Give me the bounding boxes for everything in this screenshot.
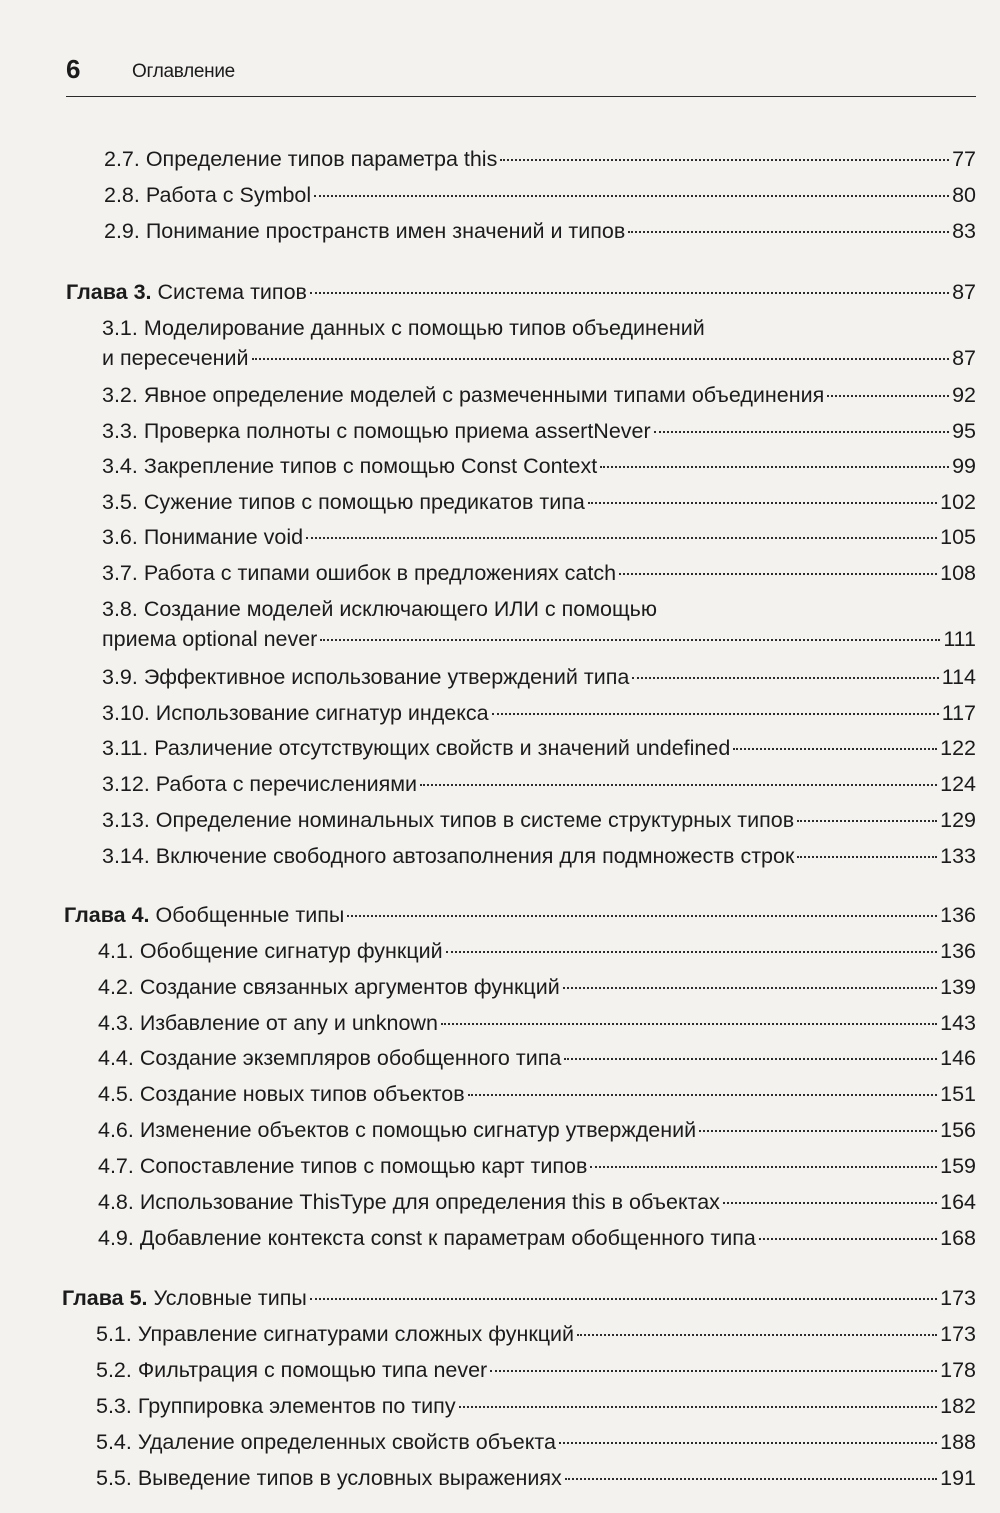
toc-entry-title: 2.8. Работа с Symbol bbox=[104, 183, 312, 207]
chapter-title: Система типов bbox=[157, 280, 307, 304]
toc-entry-title: 3.4. Закрепление типов с помощью Const Context bbox=[102, 454, 598, 478]
toc-entry-page: 114 bbox=[941, 665, 976, 689]
toc-entry-title: 2.7. Определение типов параметра this bbox=[104, 147, 498, 171]
leader-dots bbox=[310, 291, 949, 294]
running-title: Оглавление bbox=[132, 61, 235, 82]
toc-chapter-5[interactable] bbox=[0, 1283, 1000, 1313]
toc-entry-4-6[interactable] bbox=[0, 1115, 1000, 1145]
toc-entry-page: 168 bbox=[940, 1226, 976, 1250]
toc-entry-4-3[interactable] bbox=[0, 1008, 1000, 1038]
toc-entry-3-1[interactable] bbox=[0, 343, 1000, 373]
leader-dots bbox=[588, 501, 937, 504]
leader-dots bbox=[441, 1022, 937, 1025]
leader-dots bbox=[320, 638, 940, 641]
toc-entry-page: 136 bbox=[940, 939, 976, 963]
toc-entry-title: 5.2. Фильтрация с помощью типа never bbox=[96, 1358, 488, 1382]
toc-entry-title: 3.9. Эффективное использование утверждений типа bbox=[102, 665, 630, 689]
leader-dots bbox=[310, 1297, 937, 1300]
toc-entry-page: 129 bbox=[940, 808, 976, 832]
toc-entry-3-2[interactable] bbox=[0, 380, 1000, 410]
toc-entry-page: 156 bbox=[940, 1118, 976, 1142]
toc-entry-page: 92 bbox=[952, 383, 976, 407]
leader-dots bbox=[565, 1477, 937, 1480]
chapter-title: Условные типы bbox=[153, 1286, 307, 1310]
toc-entry-2-8[interactable] bbox=[0, 180, 1000, 210]
toc-entry-title: 3.14. Включение свободного автозаполнения для подмножеств строк bbox=[102, 844, 795, 868]
leader-dots bbox=[590, 1165, 937, 1168]
leader-dots bbox=[490, 1369, 937, 1372]
toc-chapter-4[interactable] bbox=[0, 900, 1000, 930]
leader-dots bbox=[446, 950, 937, 953]
chapter-label: Глава 4. bbox=[64, 903, 150, 927]
leader-dots bbox=[564, 1057, 937, 1060]
leader-dots bbox=[347, 914, 937, 917]
toc-entry-title: 4.5. Создание новых типов объектов bbox=[98, 1082, 465, 1106]
toc-entry-page: 95 bbox=[952, 419, 976, 443]
toc-entry-page: 178 bbox=[940, 1358, 976, 1382]
toc-entry-5-5[interactable] bbox=[0, 1463, 1000, 1493]
toc-entry-3-9[interactable] bbox=[0, 662, 1000, 692]
toc-entry-page: 102 bbox=[940, 490, 976, 514]
toc-entry-title: 3.12. Работа с перечислениями bbox=[102, 772, 418, 796]
toc-entry-page: 99 bbox=[952, 454, 976, 478]
toc-entry-page: 117 bbox=[941, 701, 976, 725]
toc-entry-4-5[interactable] bbox=[0, 1079, 1000, 1109]
leader-dots bbox=[600, 465, 949, 468]
toc-entry-4-2[interactable] bbox=[0, 972, 1000, 1002]
toc-entry-title: 5.5. Выведение типов в условных выражениях bbox=[96, 1466, 562, 1490]
toc-entry-4-8[interactable] bbox=[0, 1187, 1000, 1217]
toc-entry-page: 122 bbox=[940, 736, 976, 760]
toc-entry-title: 4.3. Избавление от any и unknown bbox=[98, 1011, 438, 1035]
toc-entry-title: 4.1. Обобщение сигнатур функций bbox=[98, 939, 443, 963]
toc-entry-page: 87 bbox=[952, 346, 976, 370]
toc-entry-3-8-line1[interactable] bbox=[0, 594, 1000, 624]
toc-entry-page: 124 bbox=[940, 772, 976, 796]
leader-dots bbox=[797, 855, 937, 858]
toc-entry-title: 3.13. Определение номинальных типов в системе структурных типов bbox=[102, 808, 795, 832]
page-number: 6 bbox=[66, 54, 81, 84]
toc-entry-3-11[interactable] bbox=[0, 733, 1000, 763]
toc-entry-4-4[interactable] bbox=[0, 1043, 1000, 1073]
toc-entry-3-10[interactable] bbox=[0, 698, 1000, 728]
toc-entry-page: 188 bbox=[940, 1430, 976, 1454]
toc-entry-title-cont: приема optional never bbox=[102, 627, 318, 651]
leader-dots bbox=[699, 1129, 937, 1132]
toc-entry-page: 159 bbox=[940, 1154, 976, 1178]
leader-dots bbox=[252, 357, 950, 360]
toc-entry-5-1[interactable] bbox=[0, 1319, 1000, 1349]
toc-entry-5-2[interactable] bbox=[0, 1355, 1000, 1385]
toc-entry-title: 4.7. Сопоставление типов с помощью карт типов bbox=[98, 1154, 588, 1178]
toc-entry-4-1[interactable] bbox=[0, 936, 1000, 966]
toc-entry-title: 4.4. Создание экземпляров обобщенного типа bbox=[98, 1046, 562, 1070]
chapter-label: Глава 3. bbox=[66, 280, 152, 304]
toc-entry-title: 3.8. Создание моделей исключающего ИЛИ с помощью bbox=[102, 597, 657, 621]
leader-dots bbox=[797, 819, 937, 822]
leader-dots bbox=[563, 986, 937, 989]
toc-entry-page: 77 bbox=[952, 147, 976, 171]
chapter-title: Обобщенные типы bbox=[155, 903, 345, 927]
leader-dots bbox=[492, 712, 939, 715]
chapter-label: Глава 5. bbox=[62, 1286, 148, 1310]
toc-entry-title: 3.3. Проверка полноты с помощью приема assertNever bbox=[102, 419, 651, 443]
toc-entry-page: 108 bbox=[940, 561, 976, 585]
leader-dots bbox=[827, 394, 949, 397]
toc-entry-3-1-line1[interactable] bbox=[0, 313, 1000, 343]
toc-entry-title: 4.9. Добавление контекста const к параметрам обобщенного типа bbox=[98, 1226, 756, 1250]
toc-entry-page: 83 bbox=[952, 219, 976, 243]
leader-dots bbox=[500, 158, 949, 161]
toc-entry-title: 4.6. Изменение объектов с помощью сигнатур утверждений bbox=[98, 1118, 697, 1142]
leader-dots bbox=[559, 1441, 937, 1444]
toc-entry-page: 111 bbox=[943, 627, 976, 651]
toc-entry-title: 4.8. Использование ThisType для определения this в объектах bbox=[98, 1190, 720, 1214]
toc-entry-3-12[interactable] bbox=[0, 769, 1000, 799]
leader-dots bbox=[654, 430, 949, 433]
toc-entry-3-14[interactable] bbox=[0, 841, 1000, 871]
toc-entry-page: 182 bbox=[940, 1394, 976, 1418]
leader-dots bbox=[314, 194, 949, 197]
toc-entry-3-3[interactable] bbox=[0, 416, 1000, 446]
leader-dots bbox=[632, 676, 938, 679]
toc-entry-title: 3.5. Сужение типов с помощью предикатов типа bbox=[102, 490, 585, 514]
leader-dots bbox=[468, 1093, 937, 1096]
toc-entry-2-7[interactable] bbox=[0, 144, 1000, 174]
toc-entry-title-cont: и пересечений bbox=[102, 346, 249, 370]
toc-entry-title: 5.4. Удаление определенных свойств объекта bbox=[96, 1430, 556, 1454]
toc-entry-title: 5.3. Группировка элементов по типу bbox=[96, 1394, 456, 1418]
toc-entry-page: 105 bbox=[940, 525, 976, 549]
toc-entry-page: 164 bbox=[940, 1190, 976, 1214]
toc-entry-page: 173 bbox=[940, 1322, 976, 1346]
toc-entry-5-3[interactable] bbox=[0, 1391, 1000, 1421]
toc-entry-page: 191 bbox=[940, 1466, 976, 1490]
leader-dots bbox=[420, 783, 937, 786]
toc-entry-4-7[interactable] bbox=[0, 1151, 1000, 1181]
toc-entry-3-5[interactable] bbox=[0, 487, 1000, 517]
toc-entry-title: 2.9. Понимание пространств имен значений и типов bbox=[104, 219, 626, 243]
toc-entry-title: 3.10. Использование сигнатур индекса bbox=[102, 701, 489, 725]
toc-entry-3-8[interactable] bbox=[0, 624, 1000, 654]
toc-entry-3-7[interactable] bbox=[0, 558, 1000, 588]
leader-dots bbox=[619, 572, 937, 575]
toc-entry-title: 3.11. Различение отсутствующих свойств и значений undefined bbox=[102, 736, 731, 760]
leader-dots bbox=[759, 1237, 937, 1240]
toc-entry-5-4[interactable] bbox=[0, 1427, 1000, 1457]
leader-dots bbox=[628, 230, 949, 233]
toc-entry-4-9[interactable] bbox=[0, 1223, 1000, 1253]
toc-entry-page: 173 bbox=[940, 1286, 976, 1310]
toc-entry-3-13[interactable] bbox=[0, 805, 1000, 835]
leader-dots bbox=[733, 747, 937, 750]
toc-entry-3-4[interactable] bbox=[0, 451, 1000, 481]
toc-entry-title: 5.1. Управление сигнатурами сложных функций bbox=[96, 1322, 575, 1346]
leader-dots bbox=[306, 536, 937, 539]
toc-entry-title: 4.2. Создание связанных аргументов функций bbox=[98, 975, 560, 999]
toc-entry-2-9[interactable] bbox=[0, 216, 1000, 246]
toc-entry-title: 3.1. Моделирование данных с помощью типов объединений bbox=[102, 316, 705, 340]
toc-entry-page: 139 bbox=[940, 975, 976, 999]
toc-entry-title: 3.6. Понимание void bbox=[102, 525, 304, 549]
running-head bbox=[66, 52, 976, 97]
leader-dots bbox=[723, 1201, 937, 1204]
toc-entry-page: 143 bbox=[940, 1011, 976, 1035]
toc-entry-page: 151 bbox=[940, 1082, 976, 1106]
toc-entry-title: 3.2. Явное определение моделей с размеченными типами объединения bbox=[102, 383, 825, 407]
toc-chapter-3[interactable] bbox=[0, 277, 1000, 307]
toc-entry-title: 3.7. Работа с типами ошибок в предложениях catch bbox=[102, 561, 617, 585]
toc-entry-3-6[interactable] bbox=[0, 522, 1000, 552]
toc-entry-page: 136 bbox=[940, 903, 976, 927]
leader-dots bbox=[577, 1333, 937, 1336]
toc-entry-page: 87 bbox=[952, 280, 976, 304]
leader-dots bbox=[459, 1405, 938, 1408]
toc-entry-page: 146 bbox=[940, 1046, 976, 1070]
toc-entry-page: 80 bbox=[952, 183, 976, 207]
toc-entry-page: 133 bbox=[940, 844, 976, 868]
